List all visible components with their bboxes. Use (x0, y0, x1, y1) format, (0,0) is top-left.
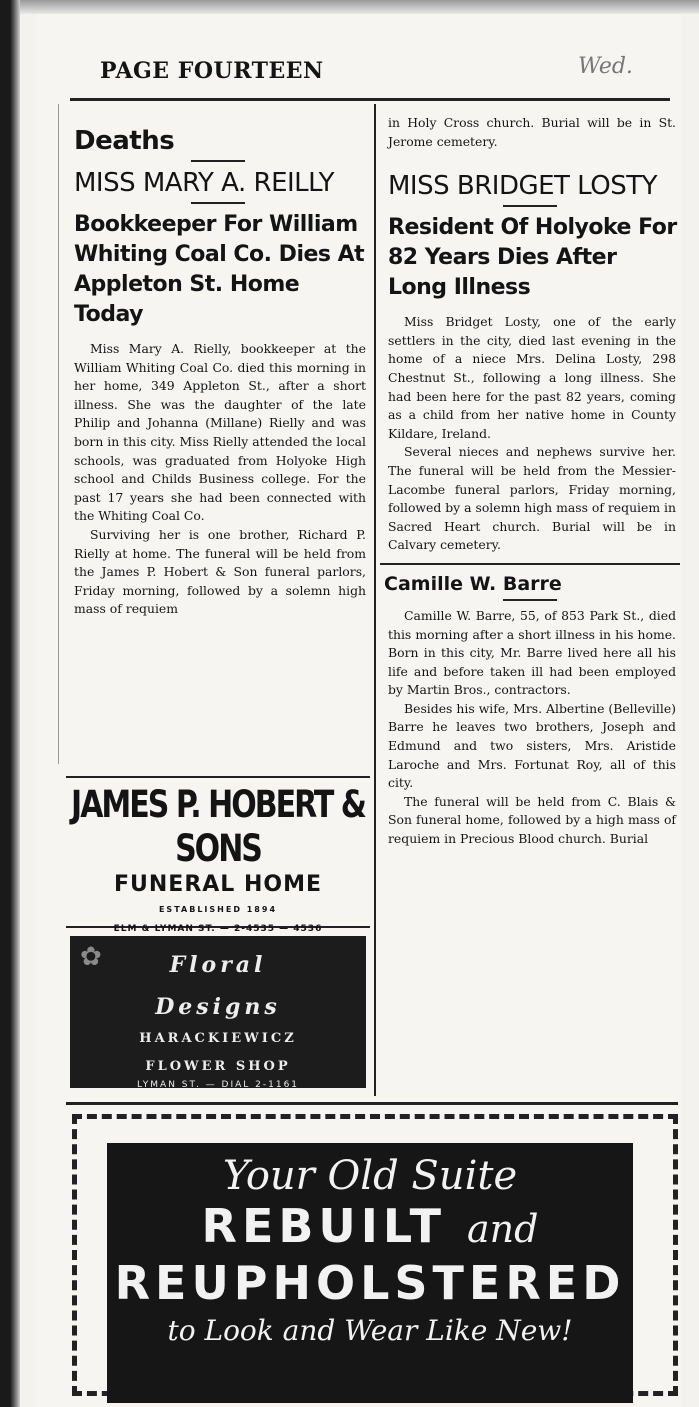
column-divider (374, 104, 376, 1096)
ad-script-line: Your Old Suite (222, 1153, 518, 1199)
ad-title-line1: Floral (169, 952, 267, 978)
ad-shop-line1: HARACKIEWICZ (139, 1031, 297, 1046)
ad-rebuilt: REBUILT (201, 1199, 446, 1253)
flower-icon: ✿ (80, 942, 102, 972)
paragraph: The funeral will be held from C. Blais & Son funeral home, followed by a high mass of requiem in Precious Blood church. Burial (388, 793, 676, 847)
divider (191, 160, 245, 162)
ad-and: and (467, 1207, 539, 1251)
paragraph: in Holy Cross church. Burial will be in St. Jerome cemetery. (388, 115, 676, 149)
obituary-subhead: Resident Of Holyoke For 82 Years Dies After Long Illness (388, 215, 677, 301)
reupholstery-ad (72, 1114, 678, 1396)
paragraph: Camille W. Barre, 55, of 853 Park St., died this morning after a short illness in his home. Born in this city, Mr. Barre lived here all his life and before taken ill had been employed by Martin Bros., contractors. (388, 607, 676, 698)
scan-top-edge (20, 0, 699, 14)
divider (191, 202, 245, 204)
ad-address: ELM & LYMAN ST. — 2-4535 — 4536 (113, 924, 323, 934)
obituary-body (388, 607, 676, 849)
obituary-name: MISS BRIDGET LOSTY (388, 171, 657, 202)
ad-title-line2: Designs (155, 994, 281, 1020)
obituary-body (74, 340, 366, 619)
ad-tagline: to Look and Wear Like New! (167, 1314, 573, 1347)
paragraph: Surviving her is one brother, Richard P. Rielly at home. The funeral will be held from the James P. Hobert & Son funeral parlors, Friday morning, followed by a solemn high mass of requiem (74, 526, 366, 617)
scan-edge (0, 0, 20, 1407)
handwritten-note: Wed. (578, 54, 633, 79)
paragraph: Miss Bridget Losty, one of the early settlers in the city, died last evening in the home of a niece Mrs. Delina Losty, 298 Chestnut St., following a long illness. She had been here for the past 82 years, coming as a child from her native home in County Kildare, Ireland. (388, 314, 676, 441)
continuation-text (388, 114, 676, 151)
ad-address: LYMAN ST. — DIAL 2-1161 (136, 1080, 300, 1090)
ad-big-line1 (107, 1199, 633, 1256)
ad-panel (107, 1143, 633, 1403)
divider (66, 1102, 678, 1105)
left-column (66, 104, 370, 619)
section-title: Deaths (74, 126, 175, 156)
obituary-name: MISS MARY A. REILLY (74, 168, 335, 198)
paragraph: Miss Mary A. Rielly, bookkeeper at the William Whiting Coal Co. died this morning in her home, 349 Appleton St., after a short illness. She was the daughter of the late Philip and Johanna (Millane) Rielly and was born in this city. Miss Rielly attended the local schools, was graduated from Holyoke High school and Childs Business college. For the past 17 years she had been connected with the Whiting Coal Co. (74, 341, 366, 524)
left-margin-rule (58, 104, 59, 764)
paragraph: Besides his wife, Mrs. Albertine (Belleville) Barre he leaves two brothers, Joseph and Edmund and two sisters, Mrs. Aristide Laroche and Mrs. Fortunat Roy, all of this city. (388, 700, 676, 791)
floral-designs-ad (70, 936, 366, 1088)
ad-established: ESTABLISHED 1894 (158, 905, 278, 914)
ad-big-line2: REUPHOLSTERED (114, 1256, 626, 1310)
obituary-name: Camille W. Barre (384, 572, 562, 595)
page-label: PAGE FOURTEEN (100, 58, 324, 84)
page-header (70, 52, 670, 101)
ad-subtitle: FUNERAL HOME (113, 872, 322, 897)
divider (503, 205, 557, 207)
divider (503, 599, 557, 601)
hobert-funeral-ad (66, 776, 370, 934)
obituary-body (388, 313, 676, 555)
obituary-subhead: Bookkeeper For William Whiting Coal Co. Dies At Appleton St. Home Today (74, 212, 365, 327)
ad-title: JAMES P. HOBERT & SONS (71, 783, 365, 871)
paragraph: Several nieces and nephews survive her. The funeral will be held from the Messier-Lacombe funeral parlors, Friday morning, followed by a solemn high mass of requiem in Sacred Heart church. Burial will be in Calvary cemetery. (388, 444, 676, 553)
right-column (380, 104, 680, 849)
ad-shop-line2: FLOWER SHOP (145, 1059, 291, 1074)
divider (380, 563, 680, 565)
